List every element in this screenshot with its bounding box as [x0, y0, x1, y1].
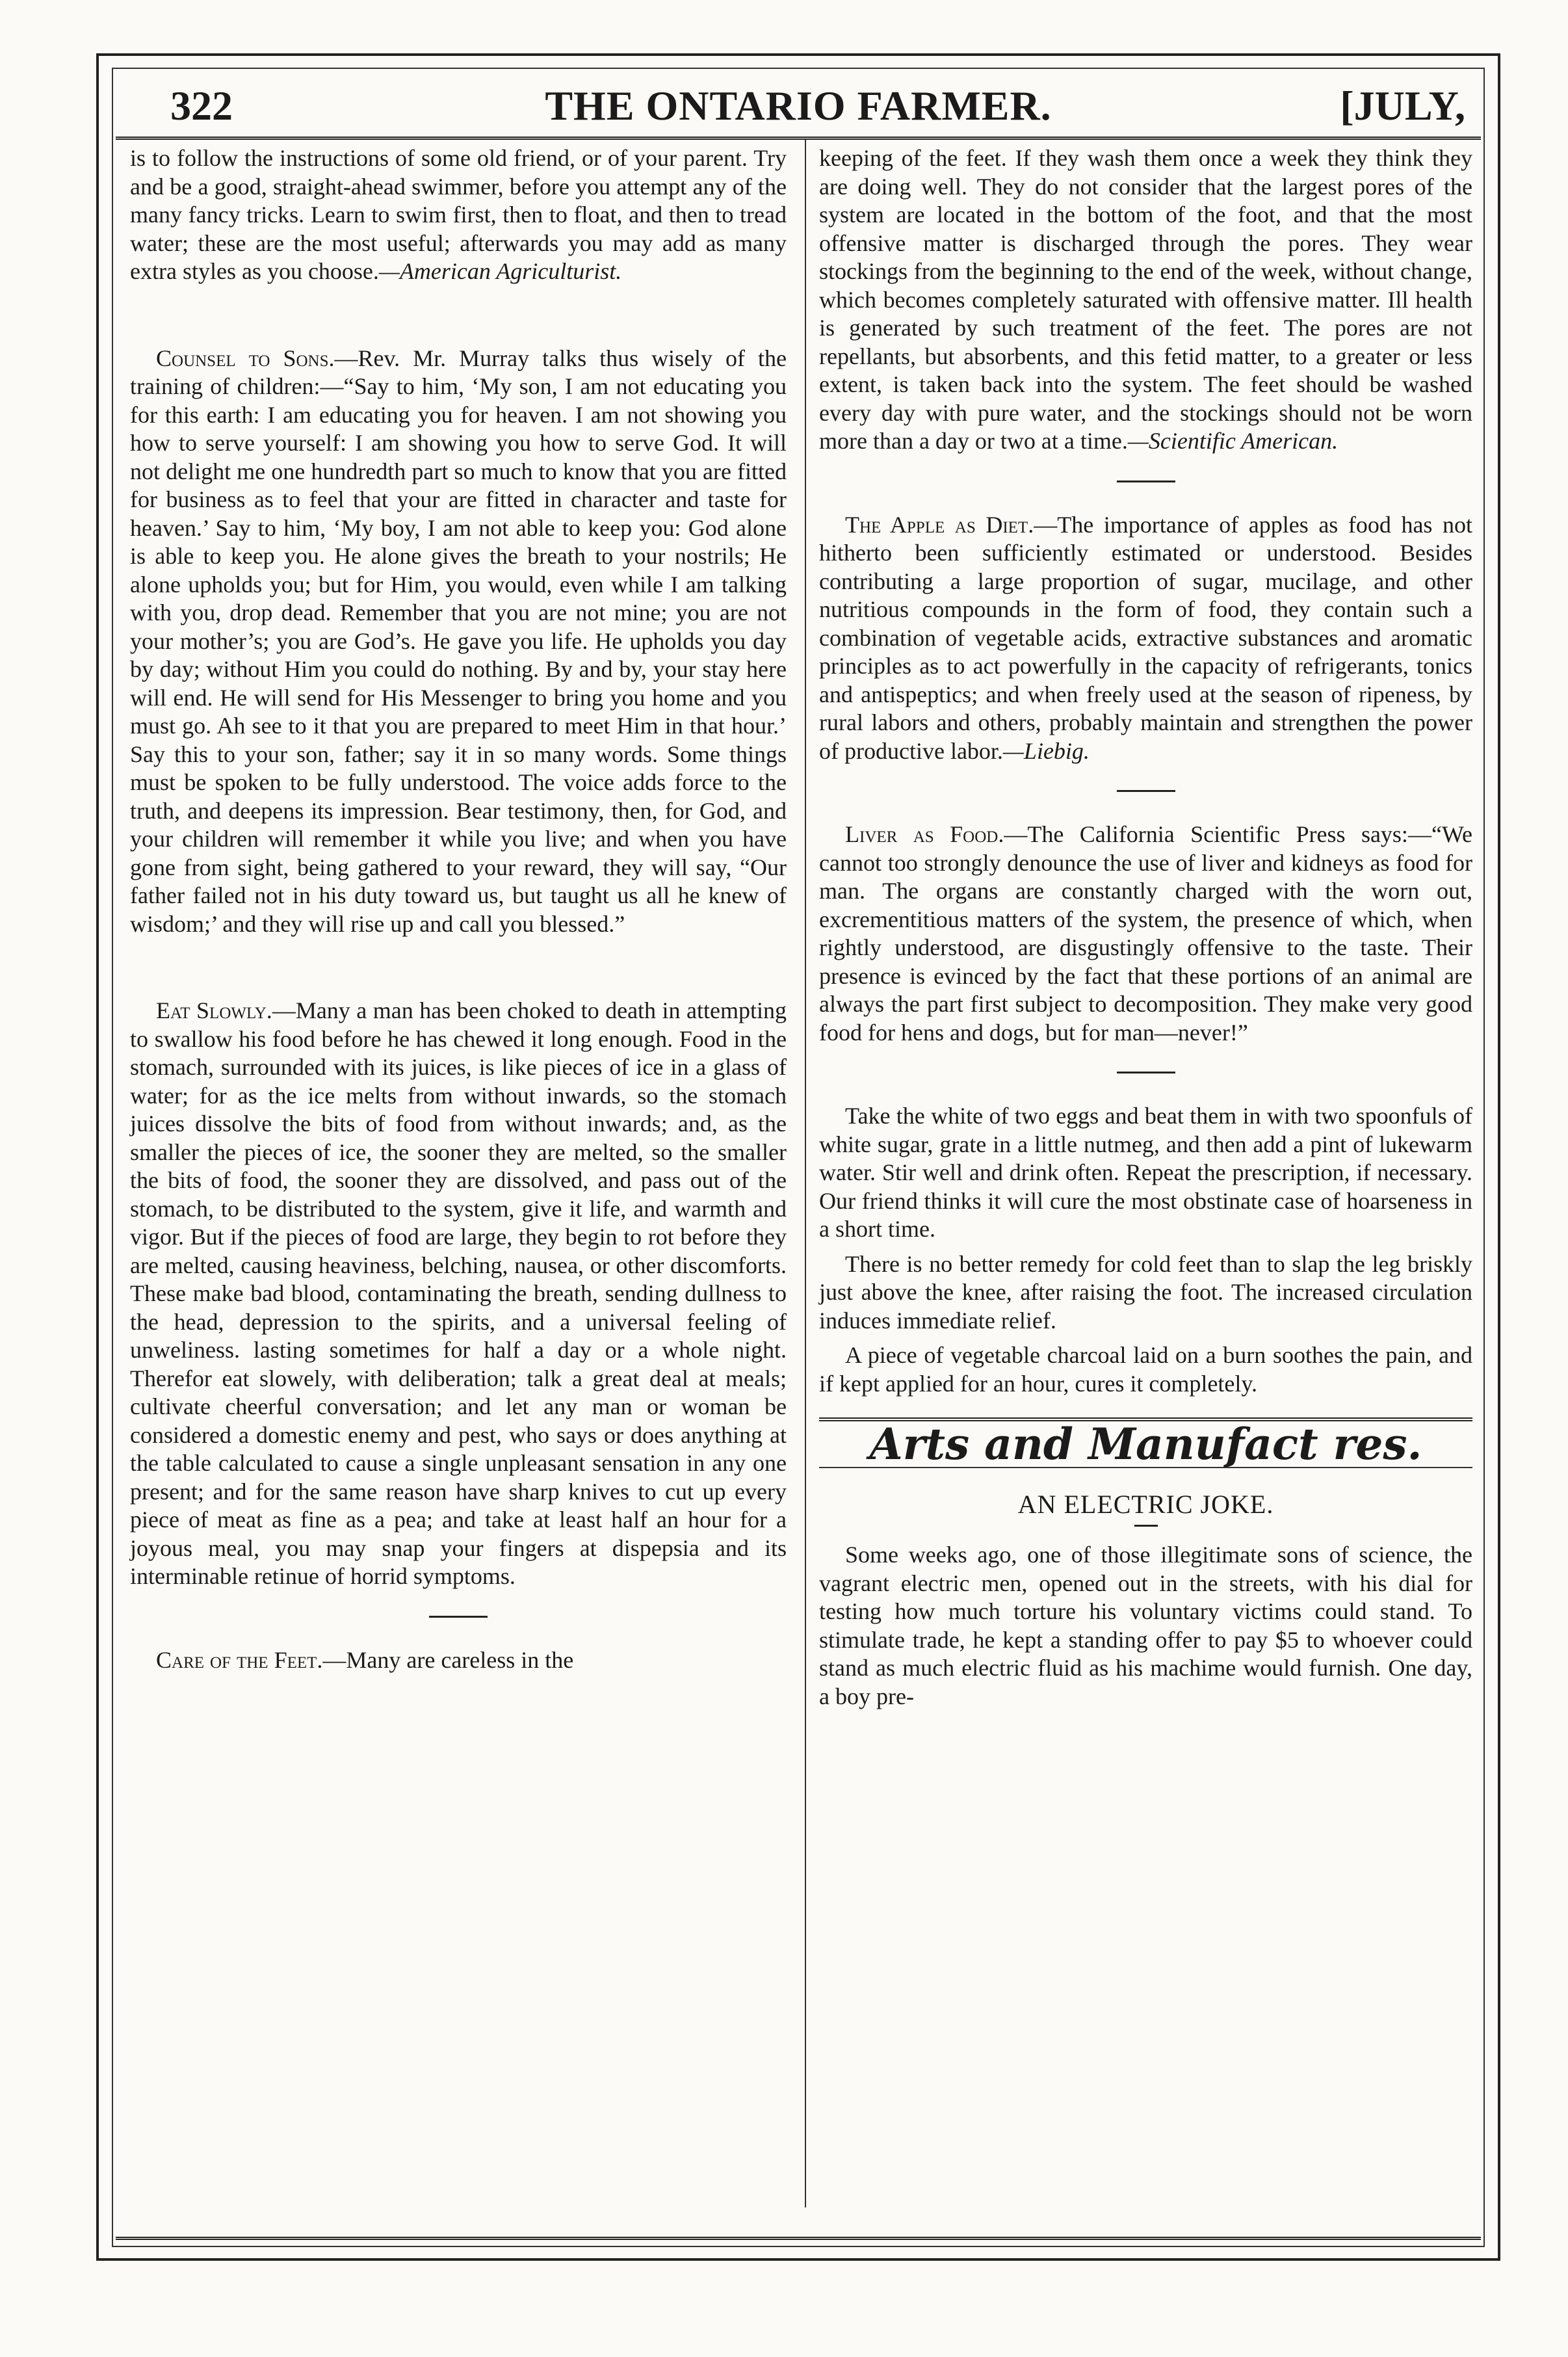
liver-body: —The California Scientific Press says:—“We cannot too strongly denounce the use of liver and kidneys as food for man. The organs are constantly charged with the worn out, excrementitious matters of the system, the presence of which, when rightly understood, are disgustingly offensive to the taste. Their presence is evinced by the fact that these portions of an animal are always the part first subject to decomposition. They make very good food for hens and dogs, but for man—never!”	[819, 821, 1472, 1046]
section-separator	[1117, 1072, 1175, 1073]
section-separator	[429, 1616, 488, 1618]
counsel-heading: Counsel to Sons.	[156, 345, 335, 371]
burn-remedy: A piece of vegetable charcoal laid on a burn soothes the pain, and if kept applied for an hour, cures it completely.	[819, 1342, 1472, 1397]
apple-source: —Liebig.	[1002, 737, 1090, 764]
eat-slowly-heading: Eat Slowly.	[156, 997, 272, 1023]
article-liver-as-food	[819, 821, 1472, 1047]
section-separator	[1117, 790, 1175, 792]
column-divider	[805, 140, 806, 2207]
footer-rule	[116, 2237, 1481, 2240]
section-heading-arts: Arts and Manufact res.	[819, 1421, 1472, 1468]
feet-continued-text: keeping of the feet. If they wash them once a week they think they are doing well. They do not consider that the largest pores of the system are located in the bottom of the foot, and that the most offensive matter is discharged through the pores. They wear stockings from the beginning to the end of the week, without change, which becomes completely saturated with offensive matter. Ill health is generated by such treatment of the feet. The pores are not repellants, but absorbents, and this fetid matter, to a greater or less extent, is taken back into the system. The feet should be washed every day with pure water, and the stockings should not be worn more than a day or two at a time.	[819, 145, 1472, 454]
article-swimming-end	[130, 144, 787, 286]
page-number: 322	[170, 83, 233, 129]
title-dash	[1134, 1525, 1158, 1527]
section-separator	[1117, 481, 1175, 482]
page-header	[112, 73, 1485, 144]
eat-slowly-body: —Many a man has been choked to death in attempting to swallow his food before he has chewed it long enough. Food in the stomach, surrounded with its juices, is like pieces of ice in a glass of water; for as the ice melts from without inwards, so the stomach juices dissolve the bits of food from without inwards; and, as the smaller the pieces of ice, the sooner they are melted, so the smaller the bits of food, the sooner they are dissolved, and pass out of the stomach, to be distributed to the system, give it life, and warmth and vigor. But if the pieces of food are large, they begin to rot before they are melted, causing heaviness, belching, nausea, or other discomforts. These make bad blood, contaminating the breath, sending dullness to the head, depression to the spirits, and a universal feeling of unweliness. lasting sometimes for half a day or a whole night. Therefor eat slowely, with deliberation; talk a great deal at meals; cultivate cheerful conversation; and let any man or woman be considered a domestic enemy and pest, who says or does anything at the table calculated to cause a single unpleasant sensation in any one present; and for the same reason have sharp knives to cut up every piece of meat as fine as a pea; and take at least half an hour for a joyous meal, you may snap your fingers at dispepsia and its interminable retinue of horrid symptoms.	[130, 997, 787, 1589]
article-care-of-feet-start	[130, 1646, 787, 1675]
hoarseness-remedy: Take the white of two eggs and beat them in with two spoonfuls of white sugar, grate in a little nutmeg, and then add a pint of lukewarm water. Stir well and drink often. Repeat the prescription, if necessary. Our friend thinks it will cure the most obstinate case of hoarseness in a short time.	[819, 1103, 1472, 1242]
right-column	[819, 144, 1472, 1711]
apple-heading: The Apple as Diet.	[845, 511, 1034, 538]
care-of-feet-body: —Many are careless in the	[322, 1646, 574, 1673]
feet-source: —Scientific American.	[1127, 428, 1339, 454]
article-title-electric-joke: AN ELECTRIC JOKE.	[1017, 1489, 1274, 1519]
swimming-source: —American Agriculturist.	[378, 258, 622, 284]
left-column	[130, 144, 787, 1674]
journal-title: THE ONTARIO FARMER.	[545, 83, 1052, 129]
care-of-feet-heading: Care of the Feet.	[156, 1646, 323, 1673]
counsel-body: —Rev. Mr. Murray talks thus wisely of the training of children:—“Say to him, ‘My son, I am not educating you for this earth: I am educating you for heaven. I am not showing you how to serve yourself: I am showing you how to serve God. It will not delight me one hundredth part so much to know that you are fitted for business as to feel that your are fitted in character and taste for heaven.’ Say to him, ‘My boy, I am not able to keep you: God alone is able to keep you. He alone gives the breath to your nostrils; He alone upholds you; but for Him, you would, even while I am talking with you, drop dead. Remember that you are not mine; you are not your mother’s; you are God’s. He gave you life. He upholds you day by day; without Him you could do nothing. By and by, your stay here will end. He will send for His Messenger to bring you home and you must go. Ah see to it that you are prepared to meet Him in that hour.’ Say this to your son, father; say it in so many words. Some things must be spoken to be fully understood. The voice adds force to the truth, and deepens its impression. Bear testimony, then, for God, and your children will remember it while you live; and when you have gone from sight, being gathered to your reward, they will say, “Our father failed not in his duty toward us, but taught us all he knew of wisdom;’ and they will rise up and call you blessed.”	[130, 345, 787, 937]
article-care-of-feet-cont	[819, 144, 1472, 456]
cold-feet-remedy: There is no better remedy for cold feet than to slap the leg briskly just above the knee, after raising the foot. The increased circulation induces immediate relief.	[819, 1250, 1472, 1334]
apple-body: —The importance of apples as food has not hitherto been sufficiently estimated or understood. Besides contributing a large proportion of sugar, mucilage, and other nutritious compounds in the form of food, they contain such a combination of vegetable acids, extractive substances and aromatic principles as to act powerfully in the capacity of refrigerants, tonics and antispeptics; and when freely used at the season of ripeness, by rural labors and others, probably maintain and strengthen the power of productive labor.	[819, 511, 1472, 764]
swimming-text: is to follow the instructions of some old friend, or of your parent. Try and be a good, straight-ahead swimmer, before you attempt any of the many fancy tricks. Learn to swim first, then to float, and then to tread water; these are the most useful; afterwards you may add as many extra styles as you choose.	[130, 145, 787, 284]
article-counsel-to-sons	[130, 345, 787, 939]
liver-heading: Liver as Food.	[845, 821, 1004, 847]
electric-joke-body: Some weeks ago, one of those illegitimate sons of science, the vagrant electric men, opened out in the streets, with his dial for testing how much torture his voluntary victims could stand. To stimulate trade, he kept a standing offer to pay $5 to whoever could stand as much electric fluid as his machime would furnish. One day, a boy pre-	[819, 1542, 1472, 1709]
article-eat-slowly	[130, 997, 787, 1591]
issue-month: [JULY,	[1340, 83, 1465, 129]
header-rule	[116, 137, 1481, 140]
article-apple-as-diet	[819, 511, 1472, 766]
